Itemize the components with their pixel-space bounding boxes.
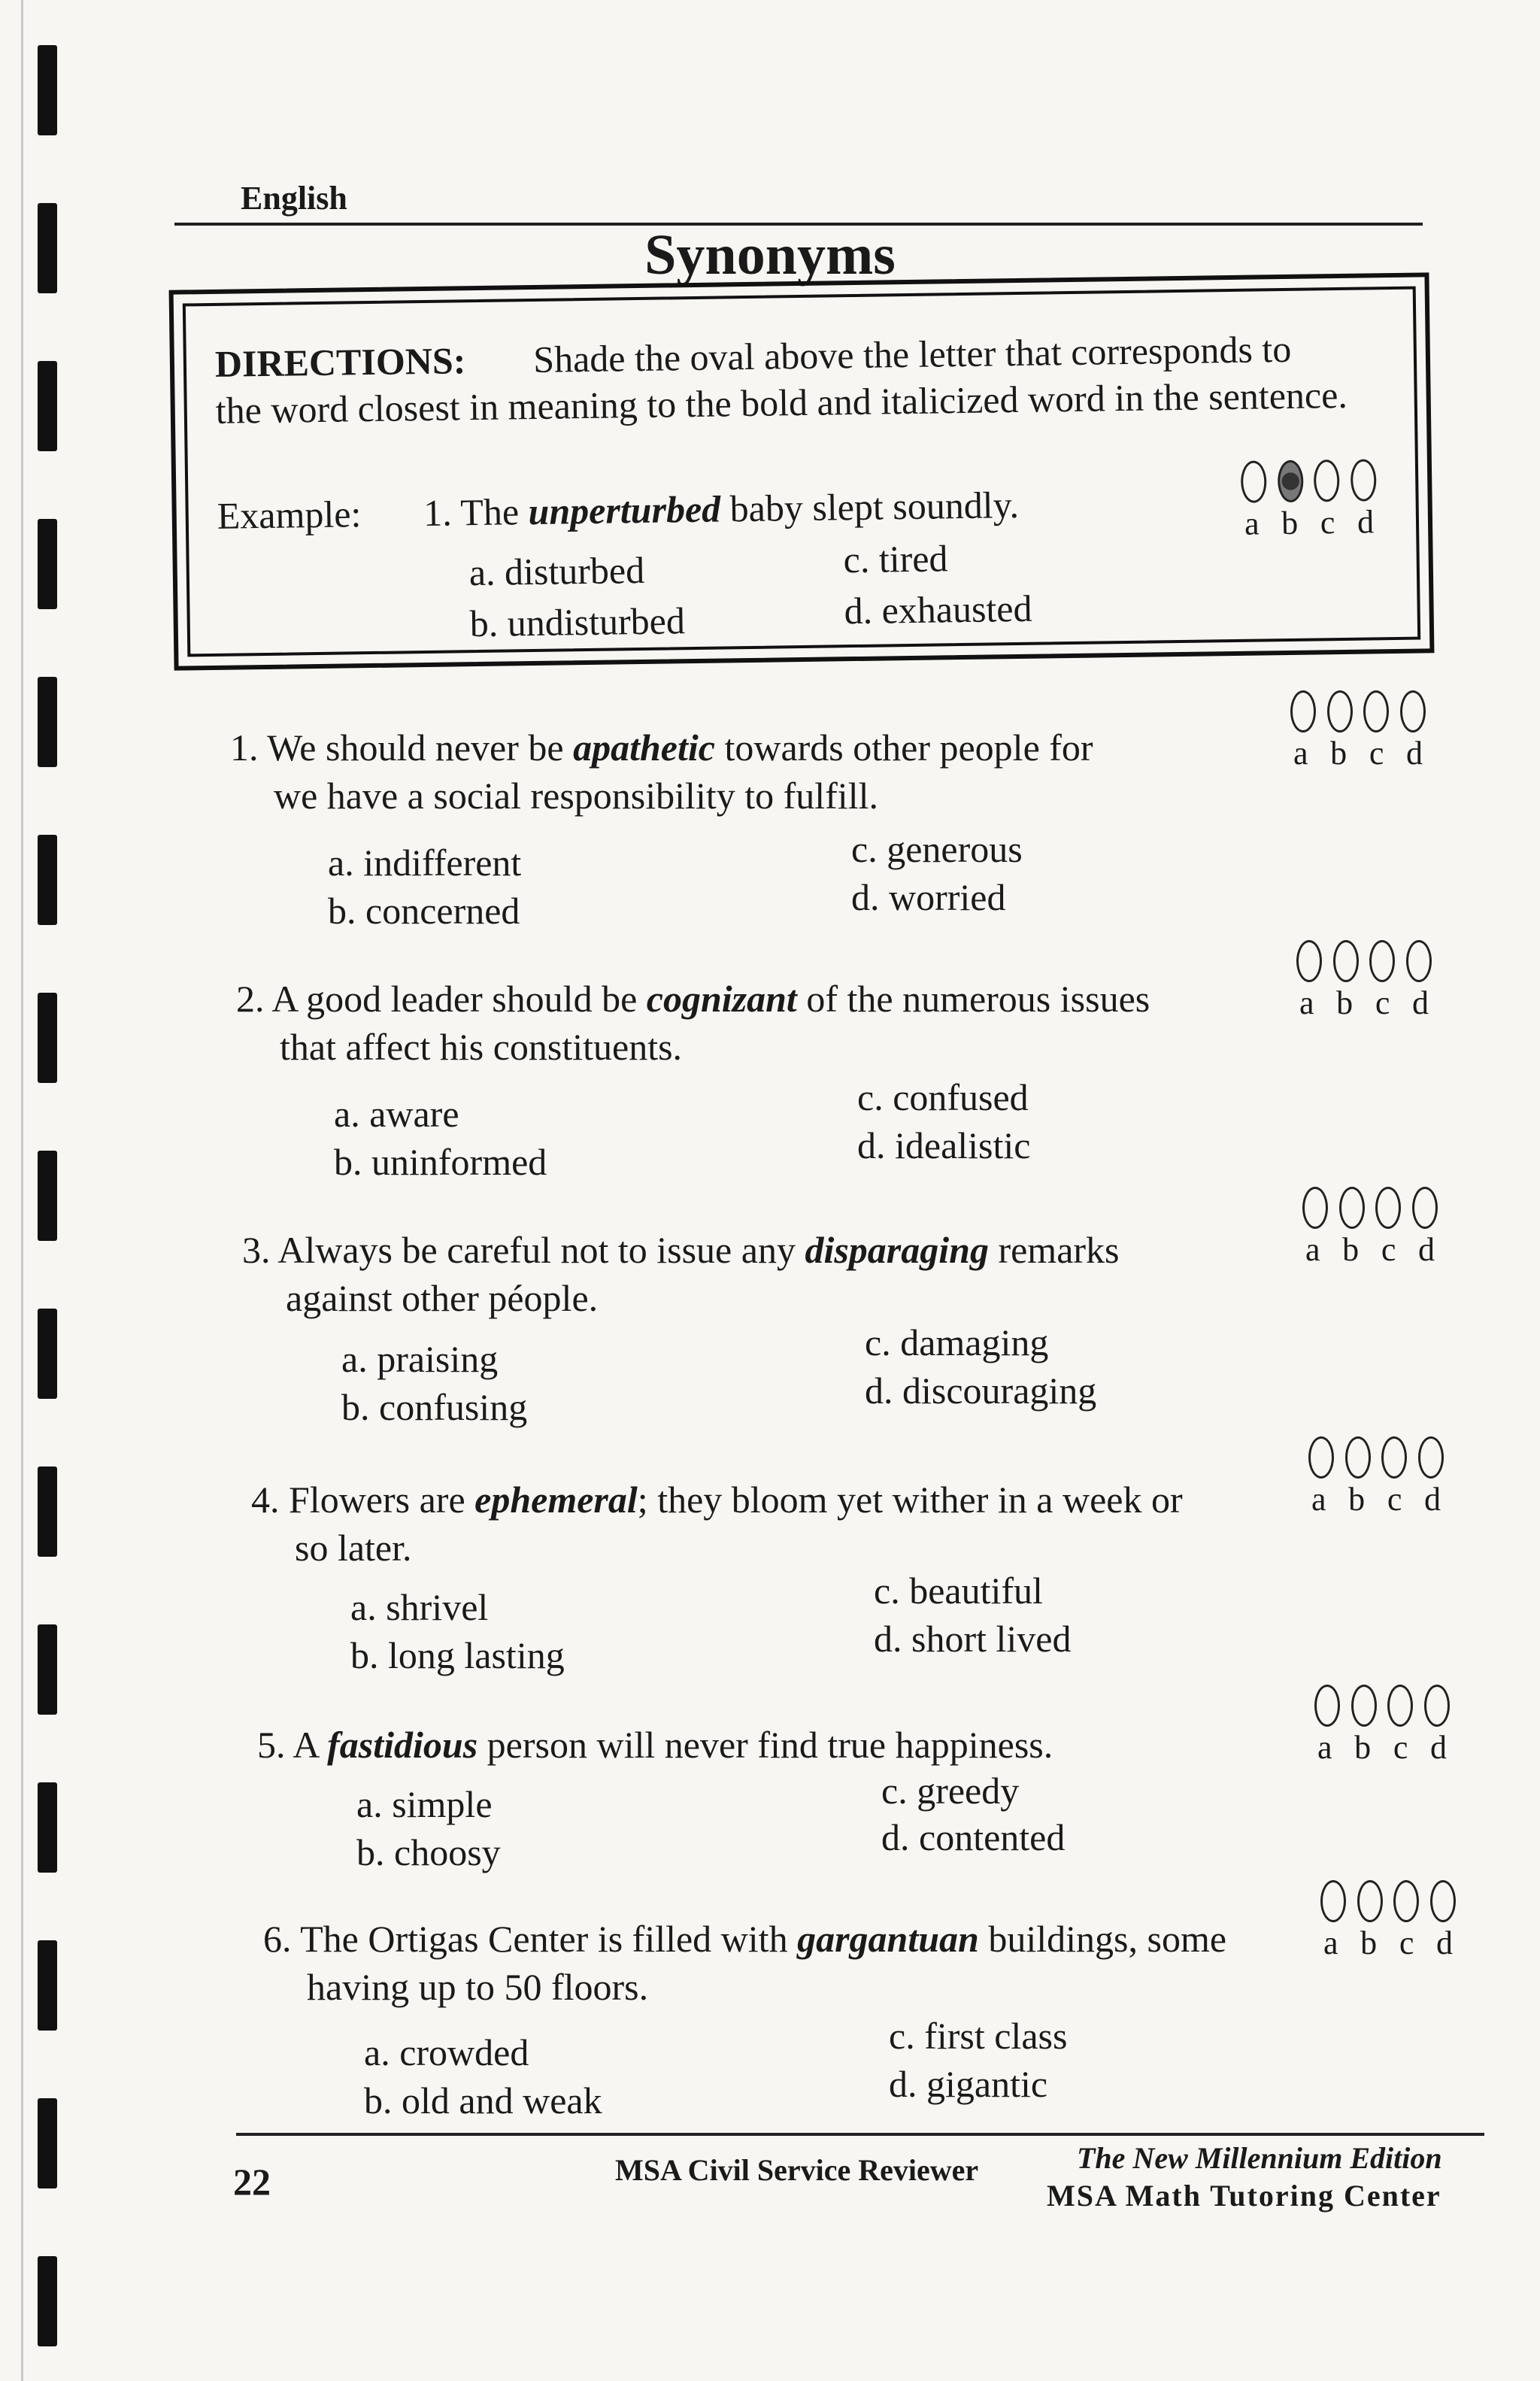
option-d: d. worried <box>851 876 1006 918</box>
binder-hole <box>38 519 57 609</box>
question-number: 4. <box>251 1479 280 1521</box>
answer-bubbles-2 <box>1289 940 1439 1022</box>
binder-hole <box>38 1782 57 1873</box>
option-c: c. damaging <box>865 1321 1049 1363</box>
option-a: a. indifferent <box>328 842 522 884</box>
question-keyword: fastidious <box>327 1724 478 1766</box>
bubble-letter-d: d <box>1405 735 1423 772</box>
answer-bubble-c[interactable] <box>1363 690 1389 732</box>
binder-hole <box>38 45 57 135</box>
question-after: person will never find true happiness. <box>487 1724 1053 1766</box>
option-c: c. generous <box>851 828 1023 870</box>
option-d: d. contented <box>881 1816 1066 1858</box>
question-line-2: against other péople. <box>286 1277 599 1319</box>
bubble-letter-b: b <box>1330 735 1348 772</box>
question-before: Always be careful not to issue any <box>277 1229 796 1271</box>
question-before: The Ortigas Center is filled with <box>300 1918 788 1960</box>
directions-box <box>183 287 1420 657</box>
answer-bubble-c[interactable] <box>1375 1187 1401 1229</box>
option-b: b. old and weak <box>364 2079 602 2122</box>
answer-bubbles-3 <box>1295 1187 1445 1269</box>
bubble-letter-c: c <box>1399 1925 1414 1961</box>
answer-bubble-c[interactable] <box>1387 1685 1413 1727</box>
answer-bubble-b[interactable] <box>1351 1685 1377 1727</box>
question-keyword: disparaging <box>805 1229 989 1271</box>
binder-hole <box>38 2098 57 2188</box>
bubble-letter-c: c <box>1320 504 1335 541</box>
footer-rule <box>236 2133 1484 2136</box>
bubble-letter-d: d <box>1411 984 1429 1021</box>
example-option-c: c. tired <box>843 537 948 581</box>
bubble-letter-b: b <box>1336 984 1354 1021</box>
answer-bubble-d[interactable] <box>1424 1685 1450 1727</box>
option-b: b. choosy <box>356 1831 501 1873</box>
question-before: Flowers are <box>289 1479 465 1521</box>
question-number: 3. <box>242 1229 271 1271</box>
bubble-letter-a: a <box>1244 505 1260 542</box>
question-number: 6. <box>263 1918 292 1960</box>
answer-bubble-c[interactable] <box>1393 1880 1419 1922</box>
question-number: 1. <box>230 726 259 769</box>
bubble-letter-d: d <box>1435 1925 1453 1961</box>
question-keyword: gargantuan <box>797 1918 979 1960</box>
question-5 <box>257 1721 1340 1769</box>
answer-bubble-c[interactable] <box>1381 1436 1407 1479</box>
question-line-2: we have a social responsibility to fulfill. <box>274 775 878 817</box>
question-keyword: ephemeral <box>474 1479 638 1521</box>
answer-bubble-c[interactable] <box>1314 460 1340 502</box>
binder-hole <box>38 2256 57 2346</box>
bubble-letter-b: b <box>1342 1231 1360 1268</box>
option-d: d. gigantic <box>889 2063 1048 2105</box>
bubble-letter-a: a <box>1317 1729 1332 1766</box>
answer-bubble-d[interactable] <box>1406 940 1432 982</box>
answer-bubble-a[interactable] <box>1320 1880 1346 1922</box>
answer-bubble-a[interactable] <box>1302 1187 1328 1229</box>
answer-bubbles-5 <box>1307 1685 1457 1767</box>
example-answer-bubbles <box>1233 459 1385 543</box>
option-b: b. confusing <box>341 1386 528 1428</box>
answer-bubble-b[interactable] <box>1327 690 1353 732</box>
question-after: ; they bloom yet wither in a week or <box>637 1479 1183 1521</box>
bubble-letter-c: c <box>1381 1231 1396 1268</box>
binder-hole <box>38 1309 57 1399</box>
option-a: a. crowded <box>364 2031 529 2073</box>
question-keyword: apathetic <box>573 726 715 769</box>
question-line-2: so later. <box>295 1527 412 1569</box>
bubble-letter-d: d <box>1357 503 1375 541</box>
option-c: c. beautiful <box>874 1570 1043 1612</box>
binder-hole <box>38 677 57 767</box>
bubble-letter-a: a <box>1299 984 1314 1021</box>
bubble-letter-a: a <box>1323 1925 1338 1961</box>
question-before: We should never be <box>267 726 564 769</box>
binder-hole <box>38 835 57 925</box>
question-after: towards other people for <box>724 726 1093 769</box>
answer-bubble-b-filled[interactable] <box>1278 460 1304 502</box>
question-1 <box>230 723 1313 820</box>
binding-edge <box>21 0 23 2381</box>
option-c: c. confused <box>857 1076 1029 1118</box>
question-3 <box>242 1226 1325 1322</box>
publisher-label: MSA Math Tutoring Center <box>1047 2179 1441 2213</box>
option-b: b. long lasting <box>350 1634 565 1676</box>
example-label: Example: <box>217 493 362 537</box>
example-after: baby slept soundly. <box>729 483 1020 530</box>
answer-bubbles-1 <box>1283 690 1433 772</box>
binder-hole <box>38 1151 57 1241</box>
answer-bubble-d[interactable] <box>1351 459 1377 501</box>
answer-bubble-a[interactable] <box>1314 1685 1340 1727</box>
example-before: The <box>459 490 520 534</box>
directions-text-2: the word closest in meaning to the bold and italicized word in the sentence. <box>215 373 1348 432</box>
binder-hole <box>38 993 57 1083</box>
answer-bubble-b[interactable] <box>1333 940 1359 982</box>
page-number: 22 <box>233 2161 271 2203</box>
question-6 <box>263 1915 1346 2011</box>
bubble-letter-b: b <box>1354 1729 1372 1766</box>
example-keyword: unperturbed <box>528 487 721 533</box>
option-c: c. first class <box>889 2015 1068 2057</box>
example-question <box>217 483 1019 538</box>
binder-hole <box>38 361 57 451</box>
option-c: c. greedy <box>881 1770 1020 1812</box>
bubble-letter-c: c <box>1387 1481 1402 1518</box>
answer-bubble-a[interactable] <box>1308 1436 1334 1479</box>
directions-label: DIRECTIONS: <box>214 339 466 385</box>
option-a: a. shrivel <box>350 1586 489 1628</box>
question-after: of the numerous issues <box>806 978 1150 1020</box>
option-b: b. concerned <box>328 890 520 932</box>
bubble-letter-d: d <box>1417 1231 1435 1268</box>
bubble-letter-c: c <box>1369 735 1384 772</box>
section-label: English <box>241 180 347 217</box>
edition-label: The New Millennium Edition <box>1077 2141 1442 2175</box>
question-number: 5. <box>257 1724 286 1766</box>
question-after: remarks <box>998 1229 1120 1271</box>
bubble-letter-a: a <box>1293 735 1308 772</box>
option-d: d. discouraging <box>865 1369 1097 1412</box>
bubble-letter-d: d <box>1429 1729 1447 1766</box>
answer-bubble-d[interactable] <box>1418 1436 1444 1479</box>
answer-bubble-b[interactable] <box>1339 1187 1365 1229</box>
binder-hole <box>38 1467 57 1557</box>
example-option-a: a. disturbed <box>468 548 645 594</box>
answer-bubble-a[interactable] <box>1296 940 1322 982</box>
binder-hole <box>38 1624 57 1715</box>
page-title: Synonyms <box>644 223 896 287</box>
question-after: buildings, some <box>988 1918 1227 1960</box>
option-d: d. idealistic <box>857 1124 1031 1166</box>
question-before: A good leader should be <box>271 978 638 1020</box>
option-b: b. uninformed <box>334 1141 547 1183</box>
answer-bubble-d[interactable] <box>1412 1187 1438 1229</box>
example-option-b: b. undisturbed <box>469 599 686 645</box>
answer-bubble-b[interactable] <box>1357 1880 1383 1922</box>
answer-bubble-d[interactable] <box>1400 690 1426 732</box>
bubble-letter-c: c <box>1375 984 1390 1021</box>
answer-bubbles-6 <box>1313 1880 1463 1962</box>
bubble-letter-b: b <box>1281 504 1299 542</box>
option-a: a. simple <box>356 1783 493 1825</box>
answer-bubble-b[interactable] <box>1345 1436 1371 1479</box>
answer-bubble-d[interactable] <box>1430 1880 1456 1922</box>
bubble-letter-b: b <box>1348 1481 1366 1518</box>
question-number: 2. <box>236 978 265 1020</box>
book-title: MSA Civil Service Reviewer <box>615 2153 979 2187</box>
bubble-letter-b: b <box>1360 1925 1378 1961</box>
question-4 <box>251 1476 1334 1572</box>
bubble-letter-a: a <box>1305 1231 1320 1268</box>
question-before: A <box>293 1724 318 1766</box>
answer-bubble-a[interactable] <box>1241 460 1267 502</box>
example-number: 1. <box>423 491 453 535</box>
question-line-2: having up to 50 floors. <box>307 1966 649 2008</box>
option-d: d. short lived <box>874 1618 1072 1660</box>
option-a: a. aware <box>334 1093 459 1135</box>
bubble-letter-a: a <box>1311 1481 1326 1518</box>
option-a: a. praising <box>341 1338 499 1380</box>
answer-bubbles-4 <box>1301 1436 1451 1518</box>
binder-hole <box>38 1940 57 2031</box>
directions-text-1: Shade the oval above the letter that corresponds to <box>532 327 1292 381</box>
bubble-letter-c: c <box>1393 1729 1408 1766</box>
bubble-letter-d: d <box>1423 1481 1441 1518</box>
question-line-2: that affect his constituents. <box>280 1026 683 1068</box>
question-2 <box>236 975 1319 1071</box>
example-option-d: d. exhausted <box>844 587 1032 632</box>
answer-bubble-a[interactable] <box>1290 690 1316 732</box>
question-keyword: cognizant <box>646 978 797 1020</box>
answer-bubble-c[interactable] <box>1369 940 1395 982</box>
